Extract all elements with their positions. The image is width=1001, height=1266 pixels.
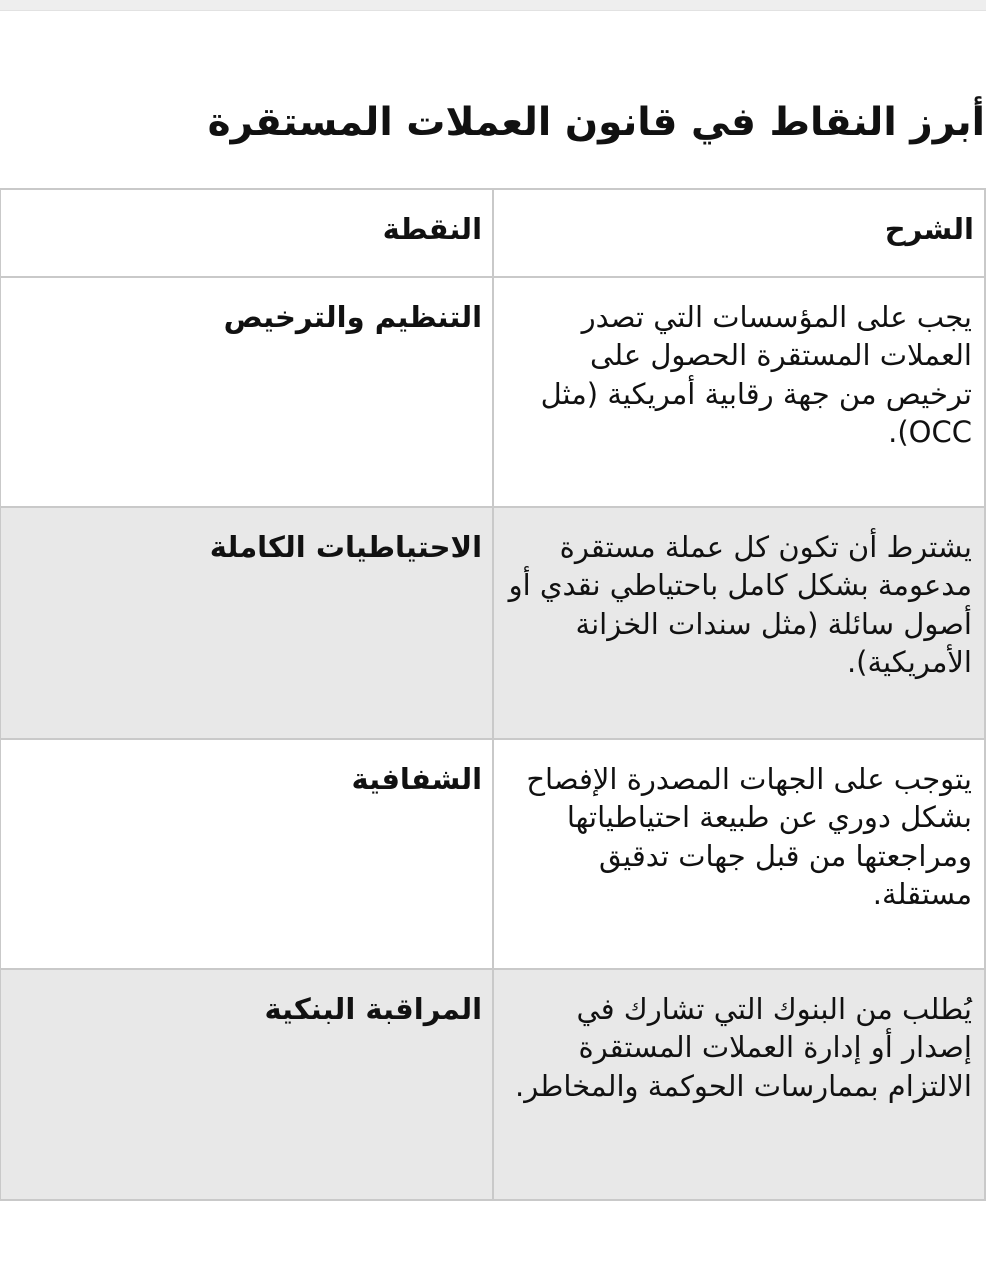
point-cell: الشفافية: [0, 739, 493, 969]
point-cell: الاحتياطيات الكاملة: [0, 507, 493, 739]
table-header-row: [0, 189, 985, 277]
table-row: [0, 739, 985, 969]
explanation-cell: يتوجب على الجهات المصدرة الإفصاح بشكل دوري عن طبيعة احتياطياتها ومراجعتها من قبل جهات تدقيق مستقلة.: [493, 739, 985, 969]
explanation-cell: يُطلب من البنوك التي تشارك في إصدار أو إدارة العملات المستقرة الالتزام بممارسات الحوكمة والمخاطر.: [493, 969, 985, 1200]
table-row: [0, 969, 985, 1200]
explanation-cell: يجب على المؤسسات التي تصدر العملات المستقرة الحصول على ترخيص من جهة رقابية أمريكية (مثل OCC).: [493, 277, 985, 507]
table-row: [0, 507, 985, 739]
point-cell: المراقبة البنكية: [0, 969, 493, 1200]
top-divider-bar: [0, 0, 986, 11]
header-explanation: الشرح: [493, 189, 985, 277]
point-cell: التنظيم والترخيص: [0, 277, 493, 507]
header-point: النقطة: [0, 189, 493, 277]
explanation-cell: يشترط أن تكون كل عملة مستقرة مدعومة بشكل كامل باحتياطي نقدي أو أصول سائلة (مثل سندات الخزانة الأمريكية).: [493, 507, 985, 739]
page-title: أبرز النقاط في قانون العملات المستقرة: [207, 100, 985, 145]
stablecoin-points-table: [0, 188, 986, 1201]
table-row: [0, 277, 985, 507]
